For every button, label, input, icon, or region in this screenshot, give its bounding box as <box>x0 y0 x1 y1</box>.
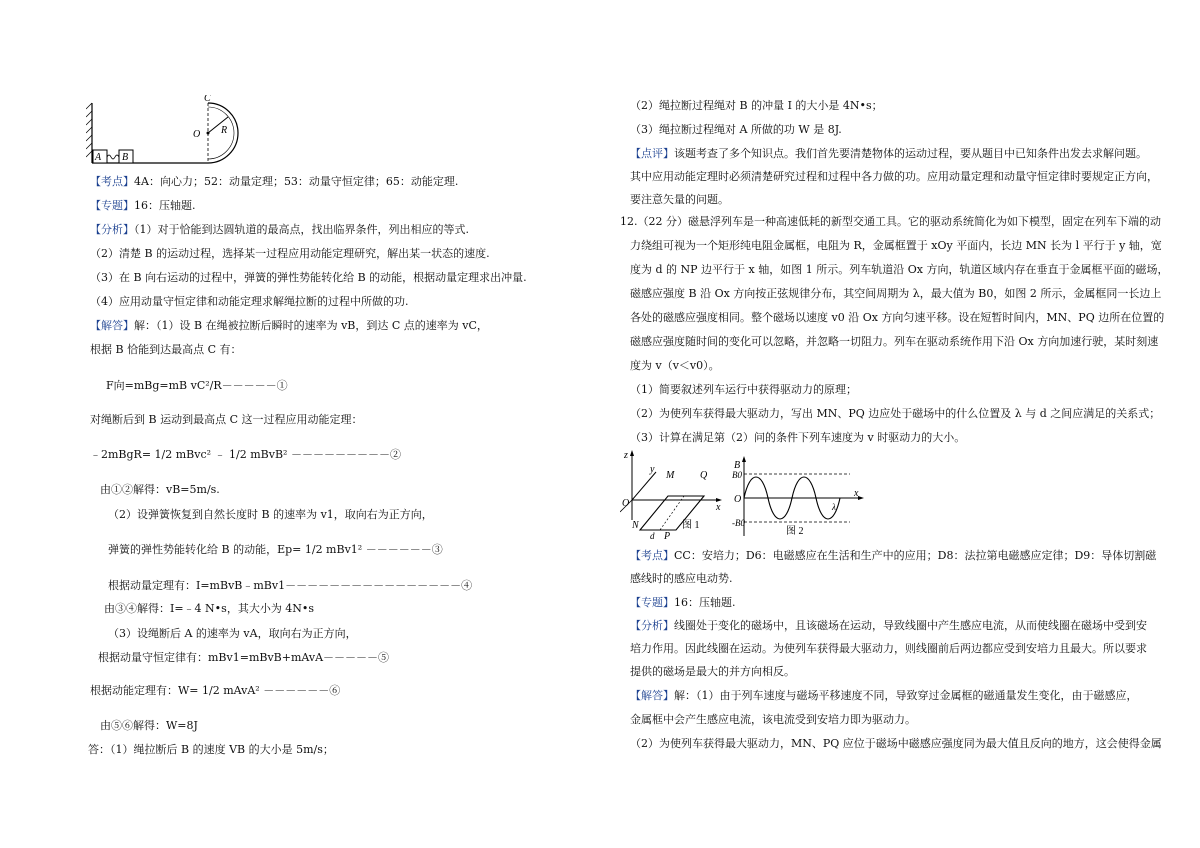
equation-4: 根据动量定理有：I=mBvB﹣mBv1－－－－－－－－－－－－－－－－④ <box>108 579 473 592</box>
question-12-line-4: 磁感应强度 B 沿 Ox 方向按正弦规律分布，其空间周期为 λ，最大值为 B0，如图 2 所示，金属框同一长边上 <box>630 287 1162 300</box>
fig2-label-lambda: λ <box>832 502 836 512</box>
right-line-jieda-3: （2）为使列车获得最大驱动力，MN、PQ 应位于磁场中磁感应强度同为最大值且反向的地方，这会使得金属 <box>630 737 1162 750</box>
right-line-fenxi-3: 提供的磁场是最大的并方向相反。 <box>630 665 795 678</box>
fig1-label-p: P <box>664 531 671 540</box>
right-line-3: 【点评】该题考查了多个知识点。我们首先要清楚物体的运动过程，要从题目中已知条件出发去求解问题。 <box>630 147 1147 160</box>
right-line-fenxi: 【分析】线圈处于变化的磁场中，且该磁场在运动，导致线圈中产生感应电流，从而使线圈在磁场中受到安 <box>630 619 1147 632</box>
question-12-line-1: 12.（22 分）磁悬浮列车是一种高速低耗的新型交通工具。它的驱动系统简化为如下模型，固定在列车下端的动 <box>620 215 1161 228</box>
left-line-20: 由⑤⑥解得：W=8J <box>100 719 198 732</box>
question-12-line-5: 各处的磁感应强度相同。整个磁场以速度 v0 沿 Ox 方向匀速平移。设在短暂时间内，MN、PQ 边所在位置的 <box>630 311 1165 324</box>
left-line-13: （2）设弹簧恢复到自然长度时 B 的速率为 v1，取向右为正方向， <box>108 508 433 521</box>
right-line-zhuanti: 【专题】16：压轴题. <box>630 596 736 609</box>
fig1-caption: 图 1 <box>682 520 700 531</box>
tag-kaodian-2: 【考点】 <box>630 549 674 562</box>
question-12-line-6: 磁感应强度随时间的变化可以忽略，并忽略一切阻力。列车在驱动系统作用下沿 Ox 方向加速行驶，某时刻速 <box>630 335 1159 348</box>
tag-zhuanti: 【专题】 <box>90 199 134 212</box>
fig-label-o: O <box>193 129 201 140</box>
fig1-label-z: z <box>624 450 628 461</box>
left-line-1: 【考点】4A：向心力；52：动量定理；53：动量守恒定律；65：动能定理. <box>90 175 459 188</box>
right-line-1: （2）绳拉断过程绳对 B 的冲量 I 的大小是 4N•s； <box>630 99 883 112</box>
figure-1-coil-diagram <box>620 448 730 540</box>
tag-kaodian: 【考点】 <box>90 175 134 188</box>
fig2-label-neg-b0: -B0 <box>732 518 745 528</box>
tag-dianping: 【点评】 <box>630 147 674 160</box>
fig1-label-n: N <box>632 520 639 531</box>
left-line-4: （2）清楚 B 的运动过程，选择某一过程应用动能定理研究，解出某一状态的速度. <box>90 247 490 260</box>
fig2-label-b0: B0 <box>732 470 742 480</box>
question-12-part-3: （3）计算在满足第（2）问的条件下列车速度为 v 时驱动力的大小。 <box>630 431 966 444</box>
fig2-label-o: O <box>734 494 742 505</box>
tag-fenxi-2: 【分析】 <box>630 619 674 632</box>
fig1-label-o: O <box>622 498 630 509</box>
left-line-17: （3）设绳断后 A 的速率为 vA，取向右为正方向， <box>108 627 357 640</box>
fig-label-b: B <box>122 152 129 163</box>
tag-jieda-2: 【解答】 <box>630 689 674 702</box>
left-line-21: 答：（1）绳拉断后 B 的速度 VB 的大小是 5m/s； <box>88 743 334 756</box>
tag-zhuanti-2: 【专题】 <box>630 596 674 609</box>
fig-label-r: R <box>221 125 228 136</box>
fig1-label-y: y <box>650 464 655 475</box>
figure-track-diagram <box>86 95 256 167</box>
left-line-3: 【分析】（1）对于恰能到达圆轨道的最高点，找出临界条件，列出相应的等式. <box>90 223 469 236</box>
fig2-label-x: x <box>854 488 859 499</box>
left-line-5: （3）在 B 向右运动的过程中，弹簧的弹性势能转化给 B 的动能，根据动量定理求出冲量. <box>90 271 527 284</box>
left-line-2: 【专题】16：压轴题. <box>90 199 196 212</box>
equation-2: ﹣2mBgR= 1/2 mBvc² ﹣ 1/2 mBvB² －－－－－－－－－② <box>90 448 401 461</box>
question-12-part-2: （2）为使列车获得最大驱动力，写出 MN、PQ 边应处于磁场中的什么位置及 λ 与 d 之间应满足的关系式； <box>630 407 1161 420</box>
right-line-jieda-2: 金属框中会产生感应电流，该电流受到安培力即为驱动力。 <box>630 713 916 726</box>
right-line-4: 其中应用动能定理时必须清楚研究过程和过程中各力做的功。应用动量定理和动量守恒定律时要规定正方向， <box>630 170 1158 183</box>
fig2-caption: 图 2 <box>786 526 804 537</box>
equation-3: 弹簧的弹性势能转化给 B 的动能，Ep= 1/2 mBv1² －－－－－－③ <box>108 543 443 556</box>
left-line-10: 对绳断后到 B 运动到最高点 C 这一过程应用动能定理： <box>90 413 363 426</box>
left-line-7: 【解答】解：（1）设 B 在绳被拉断后瞬时的速率为 vB，到达 C 点的速率为 vC， <box>90 319 488 332</box>
right-line-kaodian: 【考点】CC：安培力；D6：电磁感应在生活和生产中的应用；D8：法拉第电磁感应定律；D9：导体切割磁 <box>630 549 1157 562</box>
fig2-label-b: B <box>734 460 741 471</box>
tag-fenxi: 【分析】 <box>90 223 134 236</box>
right-line-fenxi-2: 培力作用。因此线圈在运动。为使列车获得最大驱动力，则线圈前后两边都应受到安培力且最大。所以要求 <box>630 642 1147 655</box>
figure-2-sine-field <box>732 456 868 540</box>
fig1-label-x: x <box>716 502 721 513</box>
right-line-5: 要注意矢量的问题。 <box>630 193 729 206</box>
fig1-label-d: d <box>650 531 655 540</box>
fig-label-a: A <box>95 152 102 163</box>
right-line-jieda: 【解答】解：（1）由于列车速度与磁场平移速度不同，导致穿过金属框的磁通量发生变化，由于磁感应， <box>630 689 1138 702</box>
question-12-part-1: （1）简要叙述列车运行中获得驱动力的原理； <box>630 383 857 396</box>
question-12-line-2: 力绕组可视为一个矩形纯电阻金属框，电阻为 R，金属框置于 xOy 平面内，长边 MN 长为 l 平行于 y 轴，宽 <box>630 239 1162 252</box>
fig1-label-q: Q <box>700 470 708 481</box>
question-12-line-7: 度为 v（v＜v0）。 <box>630 359 720 372</box>
equation-1: F向=mBg=mB vC²/R－－－－－① <box>106 379 288 392</box>
left-line-12: 由①②解得：vB=5m/s. <box>100 483 220 496</box>
equation-5: 根据动量守恒定律有：mBv1=mBvB+mAvA－－－－－⑤ <box>98 651 390 664</box>
left-line-16: 由③④解得：I=﹣4 N•s，其大小为 4N•s <box>104 602 315 615</box>
fig1-label-m: M <box>666 470 675 481</box>
right-line-kaodian-cont: 感线时的感应电动势. <box>630 572 733 585</box>
equation-6: 根据动能定理有：W= 1/2 mAvA² －－－－－－⑥ <box>90 684 341 697</box>
tag-jieda: 【解答】 <box>90 319 134 332</box>
fig-label-c: C <box>204 95 211 104</box>
left-line-8: 根据 B 恰能到达最高点 C 有： <box>90 343 242 356</box>
question-12-line-3: 度为 d 的 NP 边平行于 x 轴，如图 1 所示。列车轨道沿 Ox 方向，轨道区域内存在垂直于金属框平面的磁场， <box>630 263 1169 276</box>
right-line-2: （3）绳拉断过程绳对 A 所做的功 W 是 8J. <box>630 123 842 136</box>
left-line-6: （4）应用动量守恒定律和动能定理求解绳拉断的过程中所做的功. <box>90 295 409 308</box>
